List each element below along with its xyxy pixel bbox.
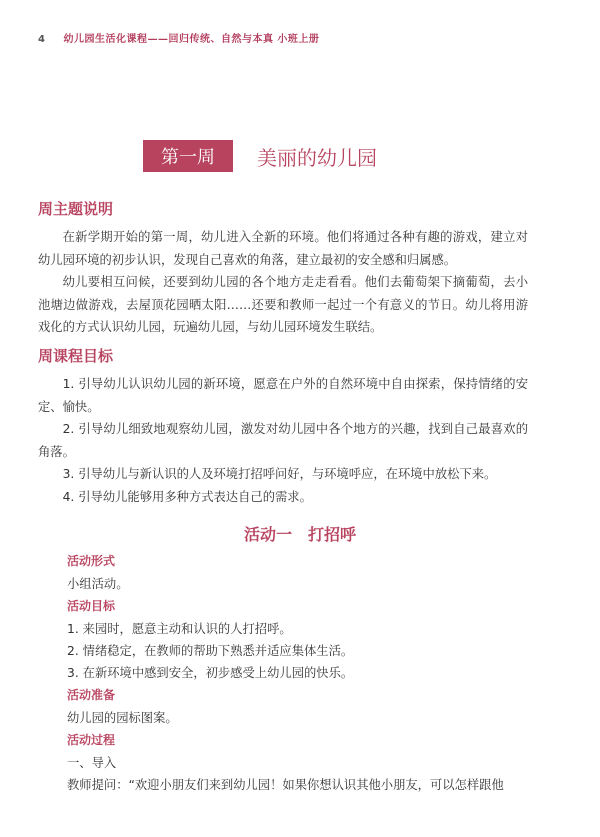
activity-process-heading: 活动过程: [67, 733, 116, 747]
activity-goal-item: 2. 情绪稳定，在教师的帮助下熟悉并适应集体生活。: [67, 644, 354, 658]
activity-form-heading: 活动形式: [67, 554, 116, 568]
theme-paragraph: 在新学期开始的第一周，幼儿进入全新的环境。他们将通过各种有趣的游戏，建立对幼儿园环境的初步认识，发现自己喜欢的角落，建立最初的安全感和归属感。: [38, 230, 528, 267]
activity-prep-heading: 活动准备: [67, 688, 116, 702]
goals-heading: 周课程目标: [38, 347, 114, 365]
activity-goal-heading: 活动目标: [67, 599, 116, 613]
goal-item: 3. 引导幼儿与新认识的人及环境打招呼问好，与环境呼应，在环境中放松下来。: [62, 467, 497, 482]
activity-step-text: 教师提问：“欢迎小朋友们来到幼儿园！如果你想认识其他小朋友，可以怎样跟他: [67, 778, 504, 792]
theme-paragraph: 幼儿要相互问候，还要到幼儿园的各个地方走走看看。他们去葡萄架下摘葡萄，去小池塘边做游戏，去屋顶花园晒太阳……还要和教师一起过一个有意义的节日。幼儿将用游戏化的方式认识幼儿园，玩遍幼儿园，与幼儿园环境发生联结。: [38, 275, 528, 335]
week-banner: [143, 140, 463, 172]
activity-prep-text: 幼儿园的园标图案。: [67, 711, 178, 725]
running-header: [38, 30, 319, 45]
theme-heading: 周主题说明: [38, 200, 114, 218]
goals-body: [38, 373, 528, 509]
goal-item: 1. 引导幼儿认识幼儿园的新环境，愿意在户外的自然环境中自由探索，保持情绪的安定、愉快。: [38, 377, 528, 414]
book-title: 幼儿园生活化课程——回归传统、自然与本真 小班上册: [63, 34, 320, 45]
goal-item: 4. 引导幼儿能够用多种方式表达自己的需求。: [62, 489, 312, 504]
activity-goal-item: 3. 在新环境中感到安全，初步感受上幼儿园的快乐。: [67, 666, 354, 680]
activity-form-text: 小组活动。: [67, 577, 129, 591]
activity-step-title: 一、导入: [67, 756, 117, 770]
page-number: 4: [38, 34, 46, 45]
activity-title: 活动一 打招呼: [243, 525, 356, 544]
week-title: 美丽的幼儿园: [257, 146, 377, 170]
activity-goal-item: 1. 来园时，愿意主动和认识的人打招呼。: [67, 622, 292, 636]
theme-body: [38, 226, 528, 339]
goal-item: 2. 引导幼儿细致地观察幼儿园，激发对幼儿园中各个地方的兴趣，找到自己最喜欢的角落。: [38, 422, 528, 459]
week-label: 第一周: [143, 140, 233, 172]
